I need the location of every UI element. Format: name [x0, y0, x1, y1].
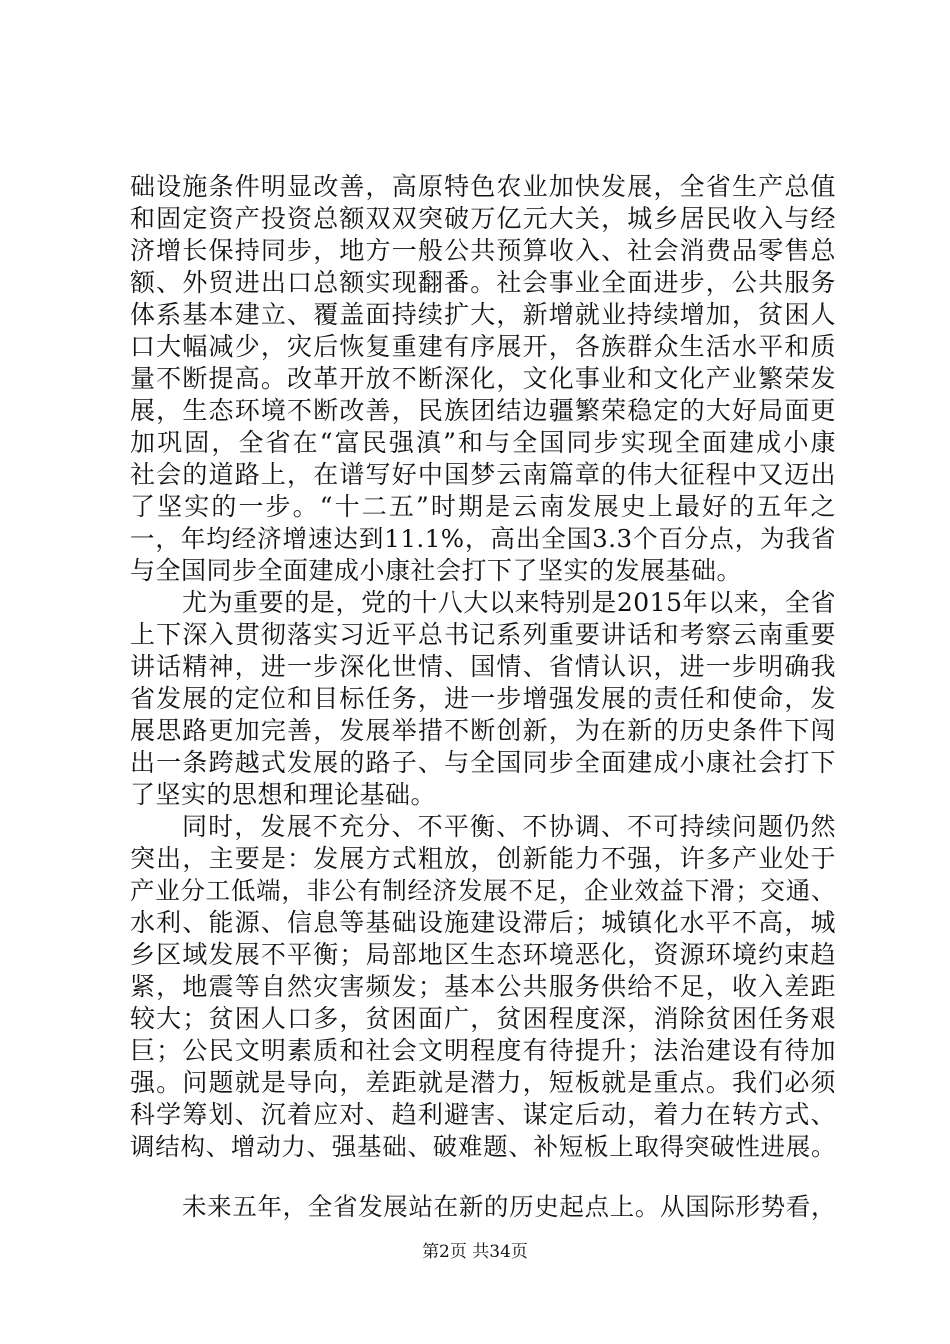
text-line: 上下深入贯彻落实习近平总书记系列重要讲话和考察云南重要 [130, 620, 836, 649]
text-line: 较大；贫困人口多，贫困面广，贫困程度深，消除贫困任务艰 [130, 1004, 836, 1033]
text-line: 与全国同步全面建成小康社会打下了坚实的发展基础。 [130, 556, 743, 585]
text-line-first: 同时，发展不充分、不平衡、不协调、不可持续问题仍然 [182, 812, 836, 841]
text-line: 展思路更加完善，发展举措不断创新，为在新的历史条件下闯 [130, 716, 836, 745]
text-line: 乡区域发展不平衡；局部地区生态环境恶化，资源环境约束趋 [130, 940, 836, 969]
text-line: 强。问题就是导向，差距就是潜力，短板就是重点。我们必须 [130, 1068, 836, 1097]
page-number-footer: 第2页 共34页 [422, 1242, 528, 1262]
text-line: 了坚实的一步。“十二五”时期是云南发展史上最好的五年之 [130, 492, 836, 521]
text-line-first: 尤为重要的是，党的十八大以来特别是2015年以来，全省 [182, 588, 836, 617]
paragraph-3 [130, 811, 836, 1163]
text-line: 科学筹划、沉着应对、趋利避害、谋定后动，着力在转方式、 [130, 1100, 836, 1129]
text-line: 一，年均经济增速达到11.1%，高出全国3.3个百分点，为我省 [130, 524, 836, 553]
text-line: 巨；公民文明素质和社会文明程度有待提升；法治建设有待加 [130, 1036, 836, 1065]
paragraph-gap [130, 1163, 836, 1191]
paragraph-4 [130, 1191, 836, 1223]
text-line: 础设施条件明显改善，高原特色农业加快发展，全省生产总值 [130, 172, 836, 201]
text-line: 出一条跨越式发展的路子、与全国同步全面建成小康社会打下 [130, 748, 836, 777]
text-line: 突出，主要是：发展方式粗放，创新能力不强，许多产业处于 [130, 844, 836, 873]
text-line: 额、外贸进出口总额实现翻番。社会事业全面进步，公共服务 [130, 268, 836, 297]
paragraph-1 [130, 171, 836, 587]
text-line: 量不断提高。改革开放不断深化，文化事业和文化产业繁荣发 [130, 364, 836, 393]
text-line: 了坚实的思想和理论基础。 [130, 780, 437, 809]
text-line: 体系基本建立、覆盖面持续扩大，新增就业持续增加，贫困人 [130, 300, 836, 329]
text-line: 产业分工低端，非公有制经济发展不足，企业效益下滑；交通、 [130, 876, 836, 905]
text-line: 讲话精神，进一步深化世情、国情、省情认识，进一步明确我 [130, 652, 836, 681]
text-line: 水利、能源、信息等基础设施建设滞后；城镇化水平不高，城 [130, 908, 836, 937]
text-line: 济增长保持同步，地方一般公共预算收入、社会消费品零售总 [130, 236, 836, 265]
text-line: 和固定资产投资总额双双突破万亿元大关，城乡居民收入与经 [130, 204, 836, 233]
text-line: 调结构、增动力、强基础、破难题、补短板上取得突破性进展。 [130, 1132, 836, 1161]
text-line: 加巩固，全省在“富民强滇”和与全国同步实现全面建成小康 [130, 428, 836, 457]
text-line: 紧，地震等自然灾害频发；基本公共服务供给不足，收入差距 [130, 972, 836, 1001]
text-line: 展，生态环境不断改善，民族团结边疆繁荣稳定的大好局面更 [130, 396, 836, 425]
text-line: 社会的道路上，在谱写好中国梦云南篇章的伟大征程中又迈出 [130, 460, 836, 489]
text-line: 口大幅减少，灾后恢复重建有序展开，各族群众生活水平和质 [130, 332, 836, 361]
text-line-first: 未来五年，全省发展站在新的历史起点上。从国际形势看， [182, 1192, 836, 1221]
document-body [130, 171, 836, 1223]
paragraph-2 [130, 587, 836, 811]
text-line: 省发展的定位和目标任务，进一步增强发展的责任和使命，发 [130, 684, 836, 713]
